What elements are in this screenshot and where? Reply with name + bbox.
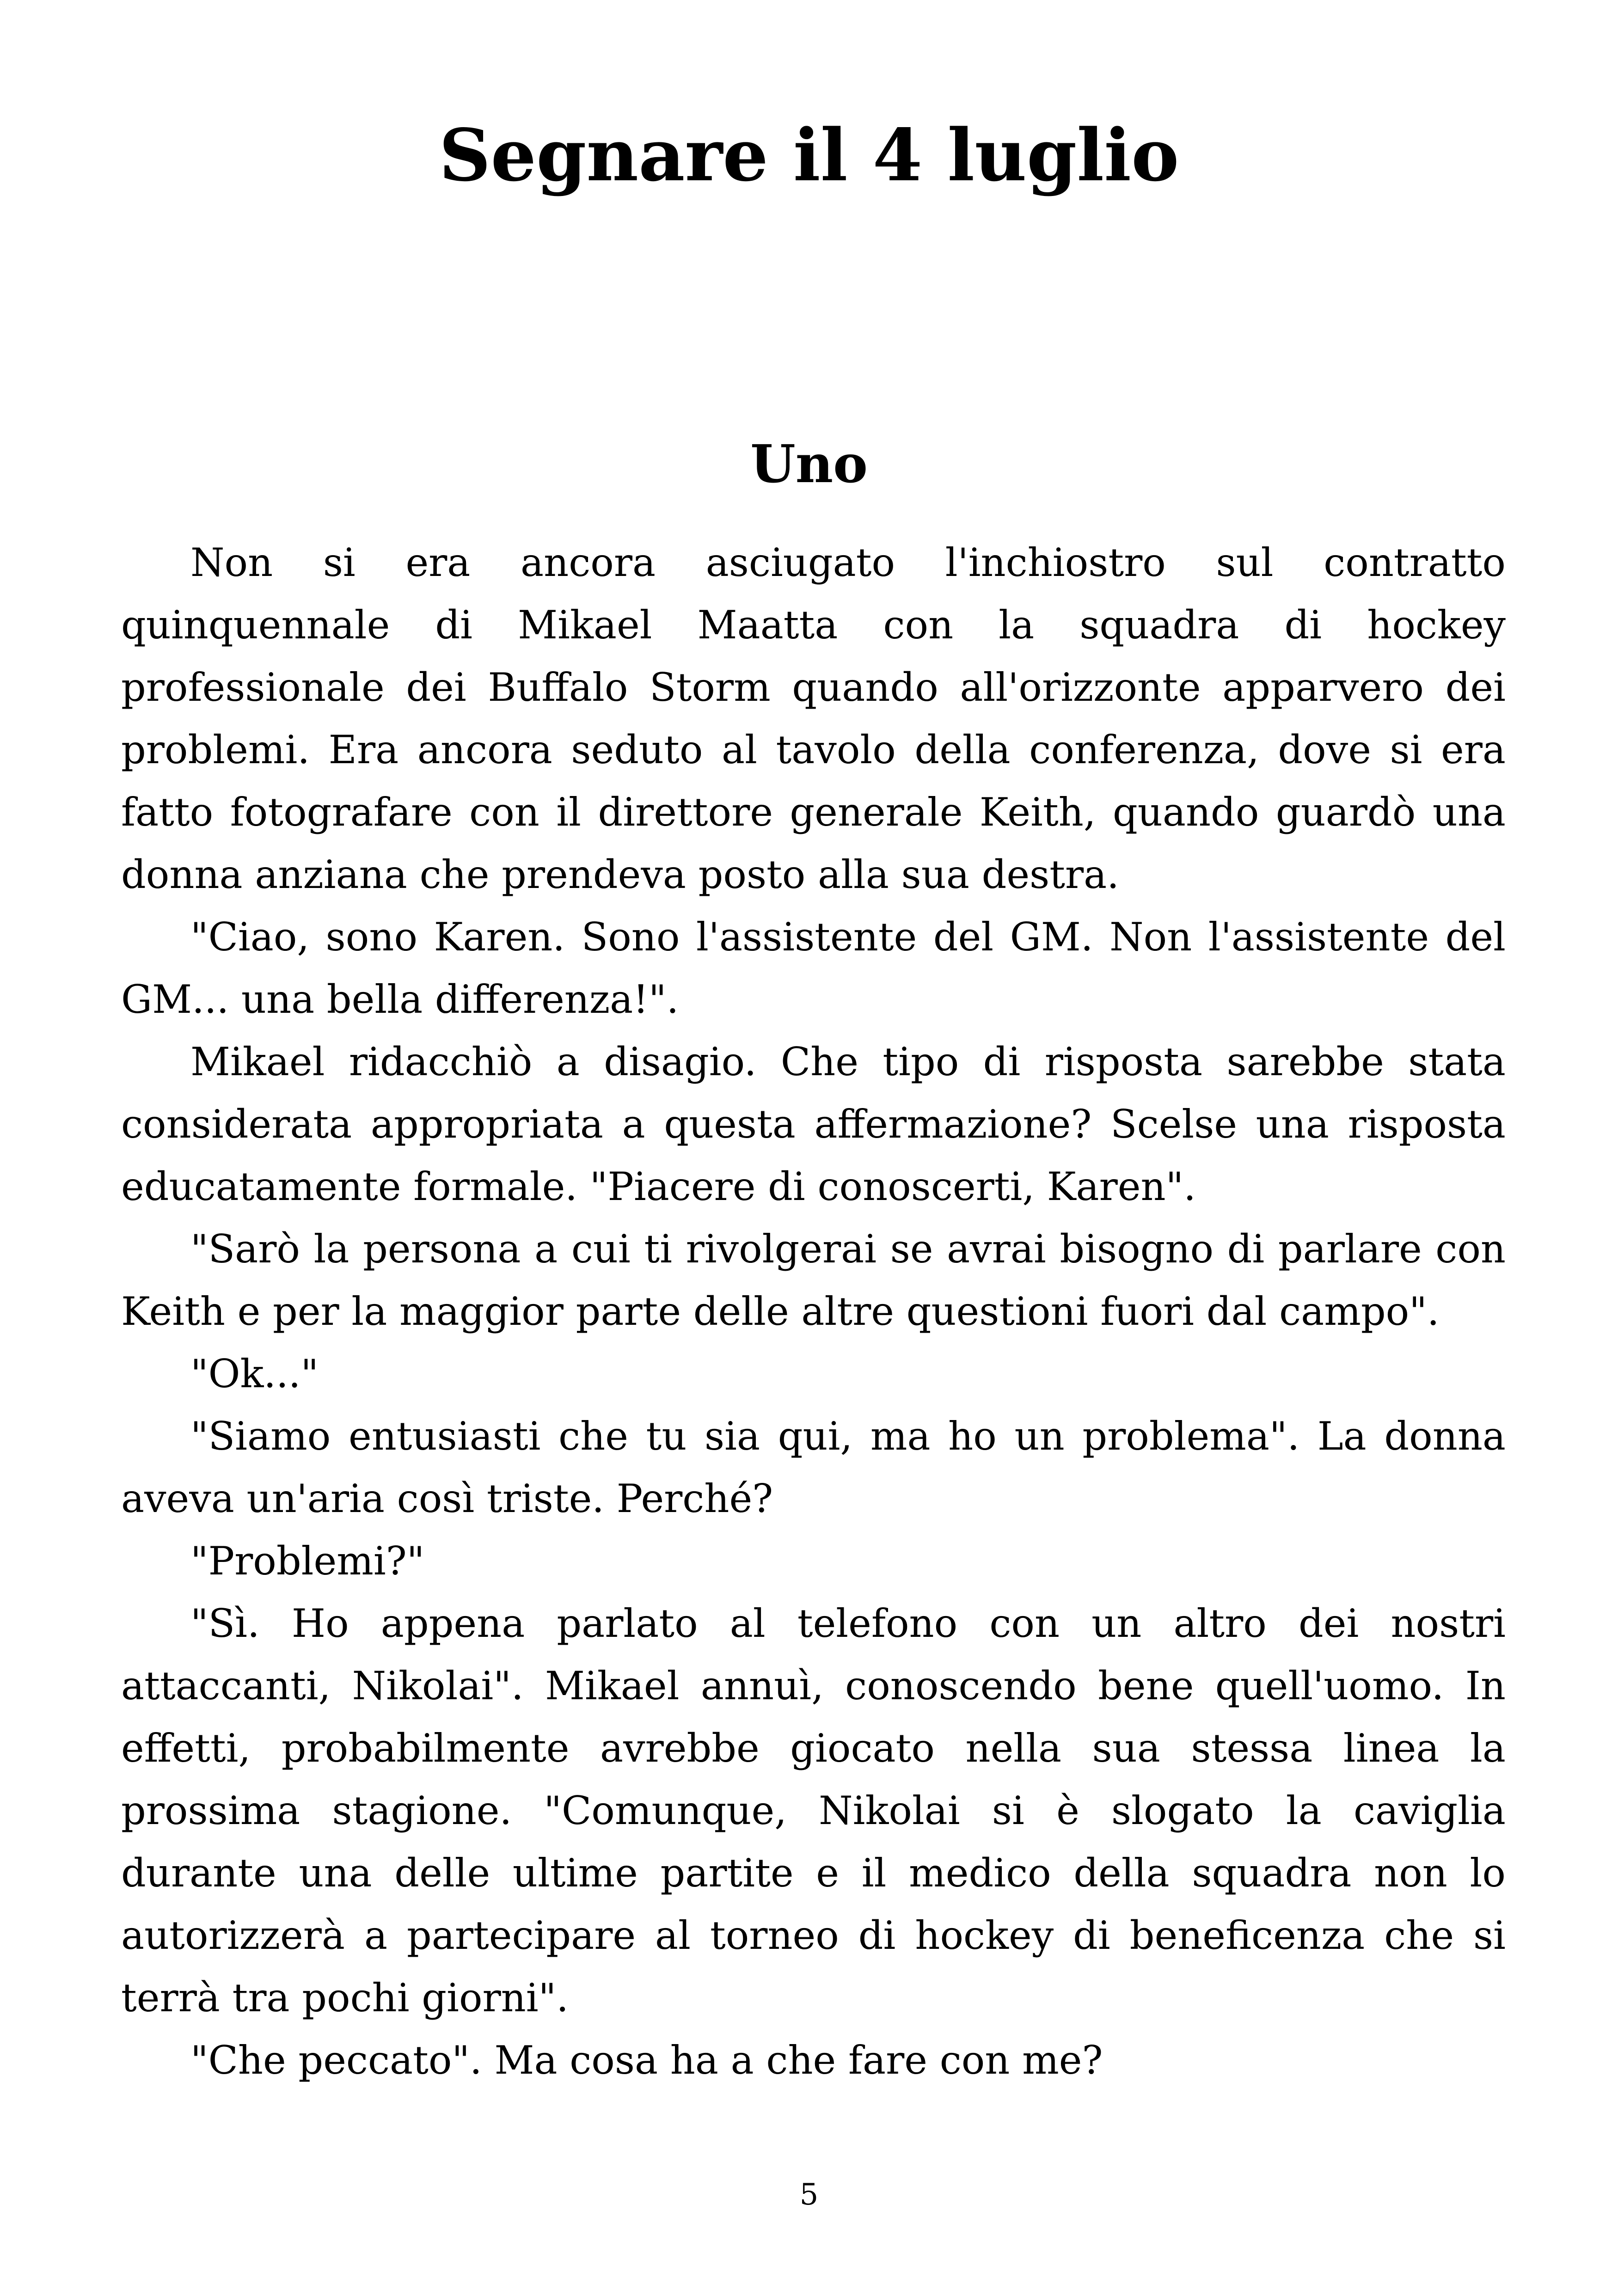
paragraph: "Che peccato". Ma cosa ha a che fare con me?	[190, 2038, 1103, 2083]
paragraph: "Ok..."	[190, 1351, 319, 1396]
paragraph: Non si era ancora asciugato l'inchiostro sul contratto quinquennale di Mikael Maatta con la squadra di hockey professionale dei Buffalo Storm quando all'orizzonte apparvero dei problemi. Era ancora seduto al tavolo della conferenza, dove si era fatto fotografare con il direttore generale Keith, quando guardò una donna anziana che prendeva posto alla sua destra.	[121, 540, 1506, 897]
paragraph: "Sarò la persona a cui ti rivolgerai se avrai bisogno di parlare con Keith e per la maggior parte delle altre questioni fuori dal campo".	[121, 1226, 1506, 1334]
body-text	[121, 532, 1506, 2092]
page-number: 5	[799, 2178, 819, 2212]
paragraph: "Ciao, sono Karen. Sono l'assistente del GM. Non l'assistente del GM... una bella differenza!".	[121, 914, 1506, 1022]
chapter-title: Uno	[750, 434, 868, 495]
paragraph: "Sì. Ho appena parlato al telefono con un altro dei nostri attaccanti, Nikolai". Mikael annuì, conoscendo bene quell'uomo. In effetti, probabilmente avrebbe giocato nella sua stessa linea la prossima stagione. "Comunque, Nikolai si è slogato la caviglia durante una delle ultime partite e il medico della squadra non lo autorizzerà a partecipare al torneo di hockey di beneficenza che si terrà tra pochi giorni".	[121, 1601, 1506, 2020]
book-title: Segnare il 4 luglio	[439, 113, 1179, 197]
paragraph: "Problemi?"	[190, 1538, 425, 1584]
paragraph: "Siamo entusiasti che tu sia qui, ma ho un problema". La donna aveva un'aria così triste. Perché?	[121, 1414, 1506, 1521]
paragraph: Mikael ridacchiò a disagio. Che tipo di risposta sarebbe stata considerata appropriata a questa affermazione? Scelse una risposta educatamente formale. "Piacere di conoscerti, Karen".	[121, 1039, 1506, 1209]
